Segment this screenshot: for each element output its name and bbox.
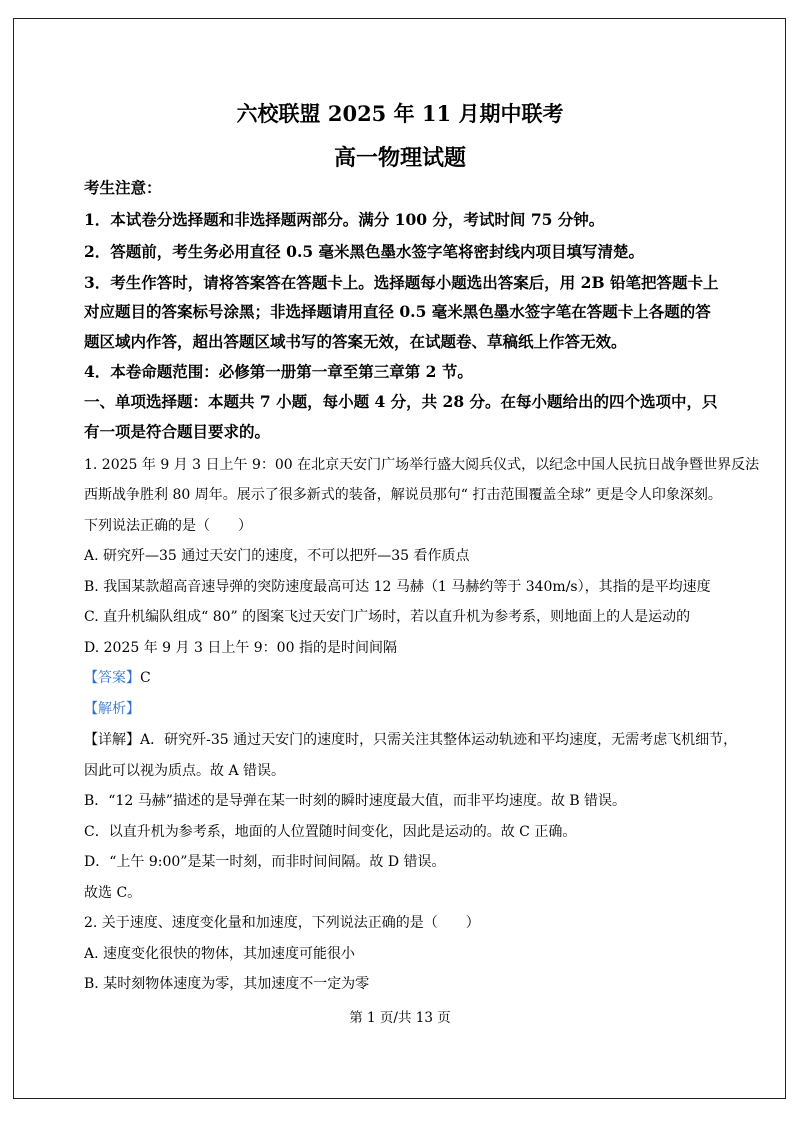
section-heading: 有一项是符合题目要求的。 [84, 422, 271, 441]
question-stem: 西斯战争胜利 80 周年。展示了很多新式的装备，解说员那句“ 打击范围覆盖全球” 更是令人印象深刻。 [84, 487, 722, 503]
option-d: D. 2025 年 9 月 3 日上午 9：00 指的是时间间隔 [84, 640, 397, 656]
answer-value: C [140, 670, 151, 686]
question-stem: 1. 2025 年 9 月 3 日上午 9：00 在北京天安门广场举行盛大阅兵仪式，以纪念中国人民抗日战争暨世界反法 [84, 457, 760, 473]
analysis-label: 【解析】 [84, 701, 140, 717]
section-heading: 一、单项选择题：本题共 7 小题，每小题 4 分，共 28 分。在每小题给出的四个选项中，只 [84, 392, 718, 411]
question-stem: 2. 关于速度、速度变化量和加速度，下列说法正确的是（ ） [84, 915, 480, 931]
option-a: A. 研究歼—35 通过天安门的速度，不可以把歼—35 看作质点 [84, 548, 470, 564]
notice-item: 1．本试卷分选择题和非选择题两部分。满分 100 分，考试时间 75 分钟。 [84, 210, 605, 229]
notice-item: 题区域内作答，超出答题区域书写的答案无效，在试题卷、草稿纸上作答无效。 [84, 332, 627, 351]
notice-item: 4．本卷命题范围：必修第一册第一章至第三章第 2 节。 [84, 362, 473, 381]
answer-label: 【答案】 [84, 670, 140, 686]
detail-line: D．“上午 9:00”是某一时刻，而非时间间隔。故 D 错误。 [84, 854, 446, 870]
answer-line [84, 667, 151, 687]
notice-item: 2．答题前，考生务必用直径 0.5 毫米黑色墨水签字笔将密封线内项目填写清楚。 [84, 242, 645, 261]
detail-line: 【详解】A．研究歼-35 通过天安门的速度时，只需关注其整体运动轨迹和平均速度，无需考虑飞机细节， [84, 732, 738, 748]
option-a: A. 速度变化很快的物体，其加速度可能很小 [84, 946, 356, 962]
detail-line: 因此可以视为质点。故 A 错误。 [84, 763, 286, 779]
notice-item: 对应题目的答案标号涂黑；非选择题请用直径 0.5 毫米黑色墨水签字笔在答题卡上各题的答 [84, 302, 711, 321]
notice-item: 3．考生作答时，请将答案答在答题卡上。选择题每小题选出答案后，用 2B 铅笔把答题卡上 [84, 273, 719, 292]
page-title: 六校联盟 2025 年 11 月期中联考 [236, 101, 564, 126]
page-footer: 第 1 页/共 13 页 [349, 1010, 451, 1026]
option-b: B. 我国某款超高音速导弹的突防速度最高可达 12 马赫（1 马赫约等于 340m/s），其指的是平均速度 [84, 579, 711, 595]
question-stem: 下列说法正确的是（ ） [84, 518, 252, 534]
detail-line: B．“12 马赫”描述的是导弹在某一时刻的瞬时速度最大值，而非平均速度。故 B 错误。 [84, 793, 627, 809]
detail-label: 【详解】 [84, 732, 140, 748]
page-subtitle: 高一物理试题 [333, 145, 466, 171]
option-c: C. 直升机编队组成“ 80” 的图案飞过天安门广场时，若以直升机为参考系，则地面上的人是运动的 [84, 609, 691, 625]
option-b: B. 某时刻物体速度为零，其加速度不一定为零 [84, 976, 370, 992]
detail-line: C．以直升机为参考系，地面的人位置随时间变化，因此是运动的。故 C 正确。 [84, 824, 577, 840]
conclusion-line: 故选 C。 [84, 885, 142, 901]
notice-heading: 考生注意： [84, 178, 162, 197]
